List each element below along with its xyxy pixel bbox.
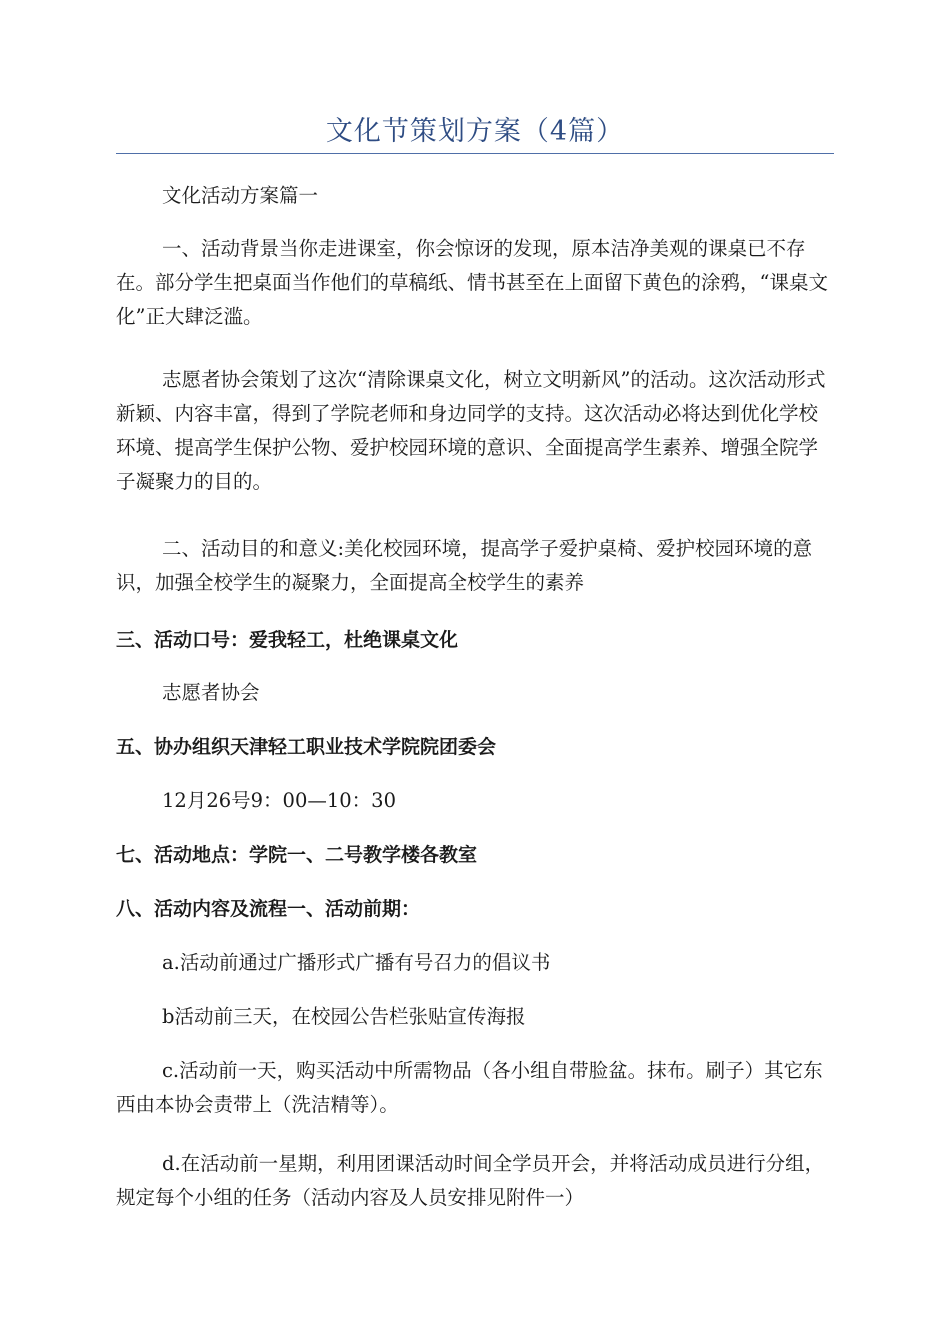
paragraph-background: 一、活动背景当你走进课室，你会惊讶的发现，原本洁净美观的课桌已不存在。部分学生把桌面当作他们的草稿纸、情书甚至在上面留下黄色的涂鸦，“课桌文化”正大肆泛滥。 <box>116 237 828 328</box>
title-underline <box>116 153 834 154</box>
heading-co-organizer: 五、协办组织天津轻工职业技术学院院团委会 <box>116 736 497 758</box>
heading-slogan: 三、活动口号：爱我轻工，杜绝课桌文化 <box>116 629 459 651</box>
list-item-d: d.在活动前一星期，利用团课活动时间全学员开会，并将活动成员进行分组，规定每个小组的任务（活动内容及人员安排见附件一） <box>116 1152 825 1209</box>
list-item-b: b活动前三天，在校园公告栏张贴宣传海报 <box>162 1005 526 1028</box>
heading-content-process: 八、活动内容及流程一、活动前期： <box>116 898 421 920</box>
heading-location: 七、活动地点：学院一、二号教学楼各教室 <box>116 844 478 866</box>
document-title: 文化节策划方案（4篇） <box>325 116 625 147</box>
section-heading-one: 文化活动方案篇一 <box>162 184 319 207</box>
paragraph-time: 12月26号9：00—10：30 <box>162 789 396 812</box>
paragraph-purpose: 二、活动目的和意义:美化校园环境，提高学子爱护桌椅、爱护校园环境的意识，加强全校学生的凝聚力，全面提高全校学生的素养 <box>116 537 813 594</box>
list-item-c: c.活动前一天，购买活动中所需物品（各小组自带脸盆。抹布。刷子）其它东西由本协会责带上（洗洁精等）。 <box>116 1059 823 1116</box>
list-item-a: a.活动前通过广播形式广播有号召力的倡议书 <box>162 951 551 974</box>
paragraph-organizer: 志愿者协会 <box>162 681 260 704</box>
paragraph-volunteer-plan: 志愿者协会策划了这次“清除课桌文化，树立文明新风”的活动。这次活动形式新颖、内容丰富，得到了学院老师和身边同学的支持。这次活动必将达到优化学校环境、提高学生保护公物、爱护校园环境的意识、全面提高学生素养、增强全院学子凝聚力的目的。 <box>116 368 826 493</box>
